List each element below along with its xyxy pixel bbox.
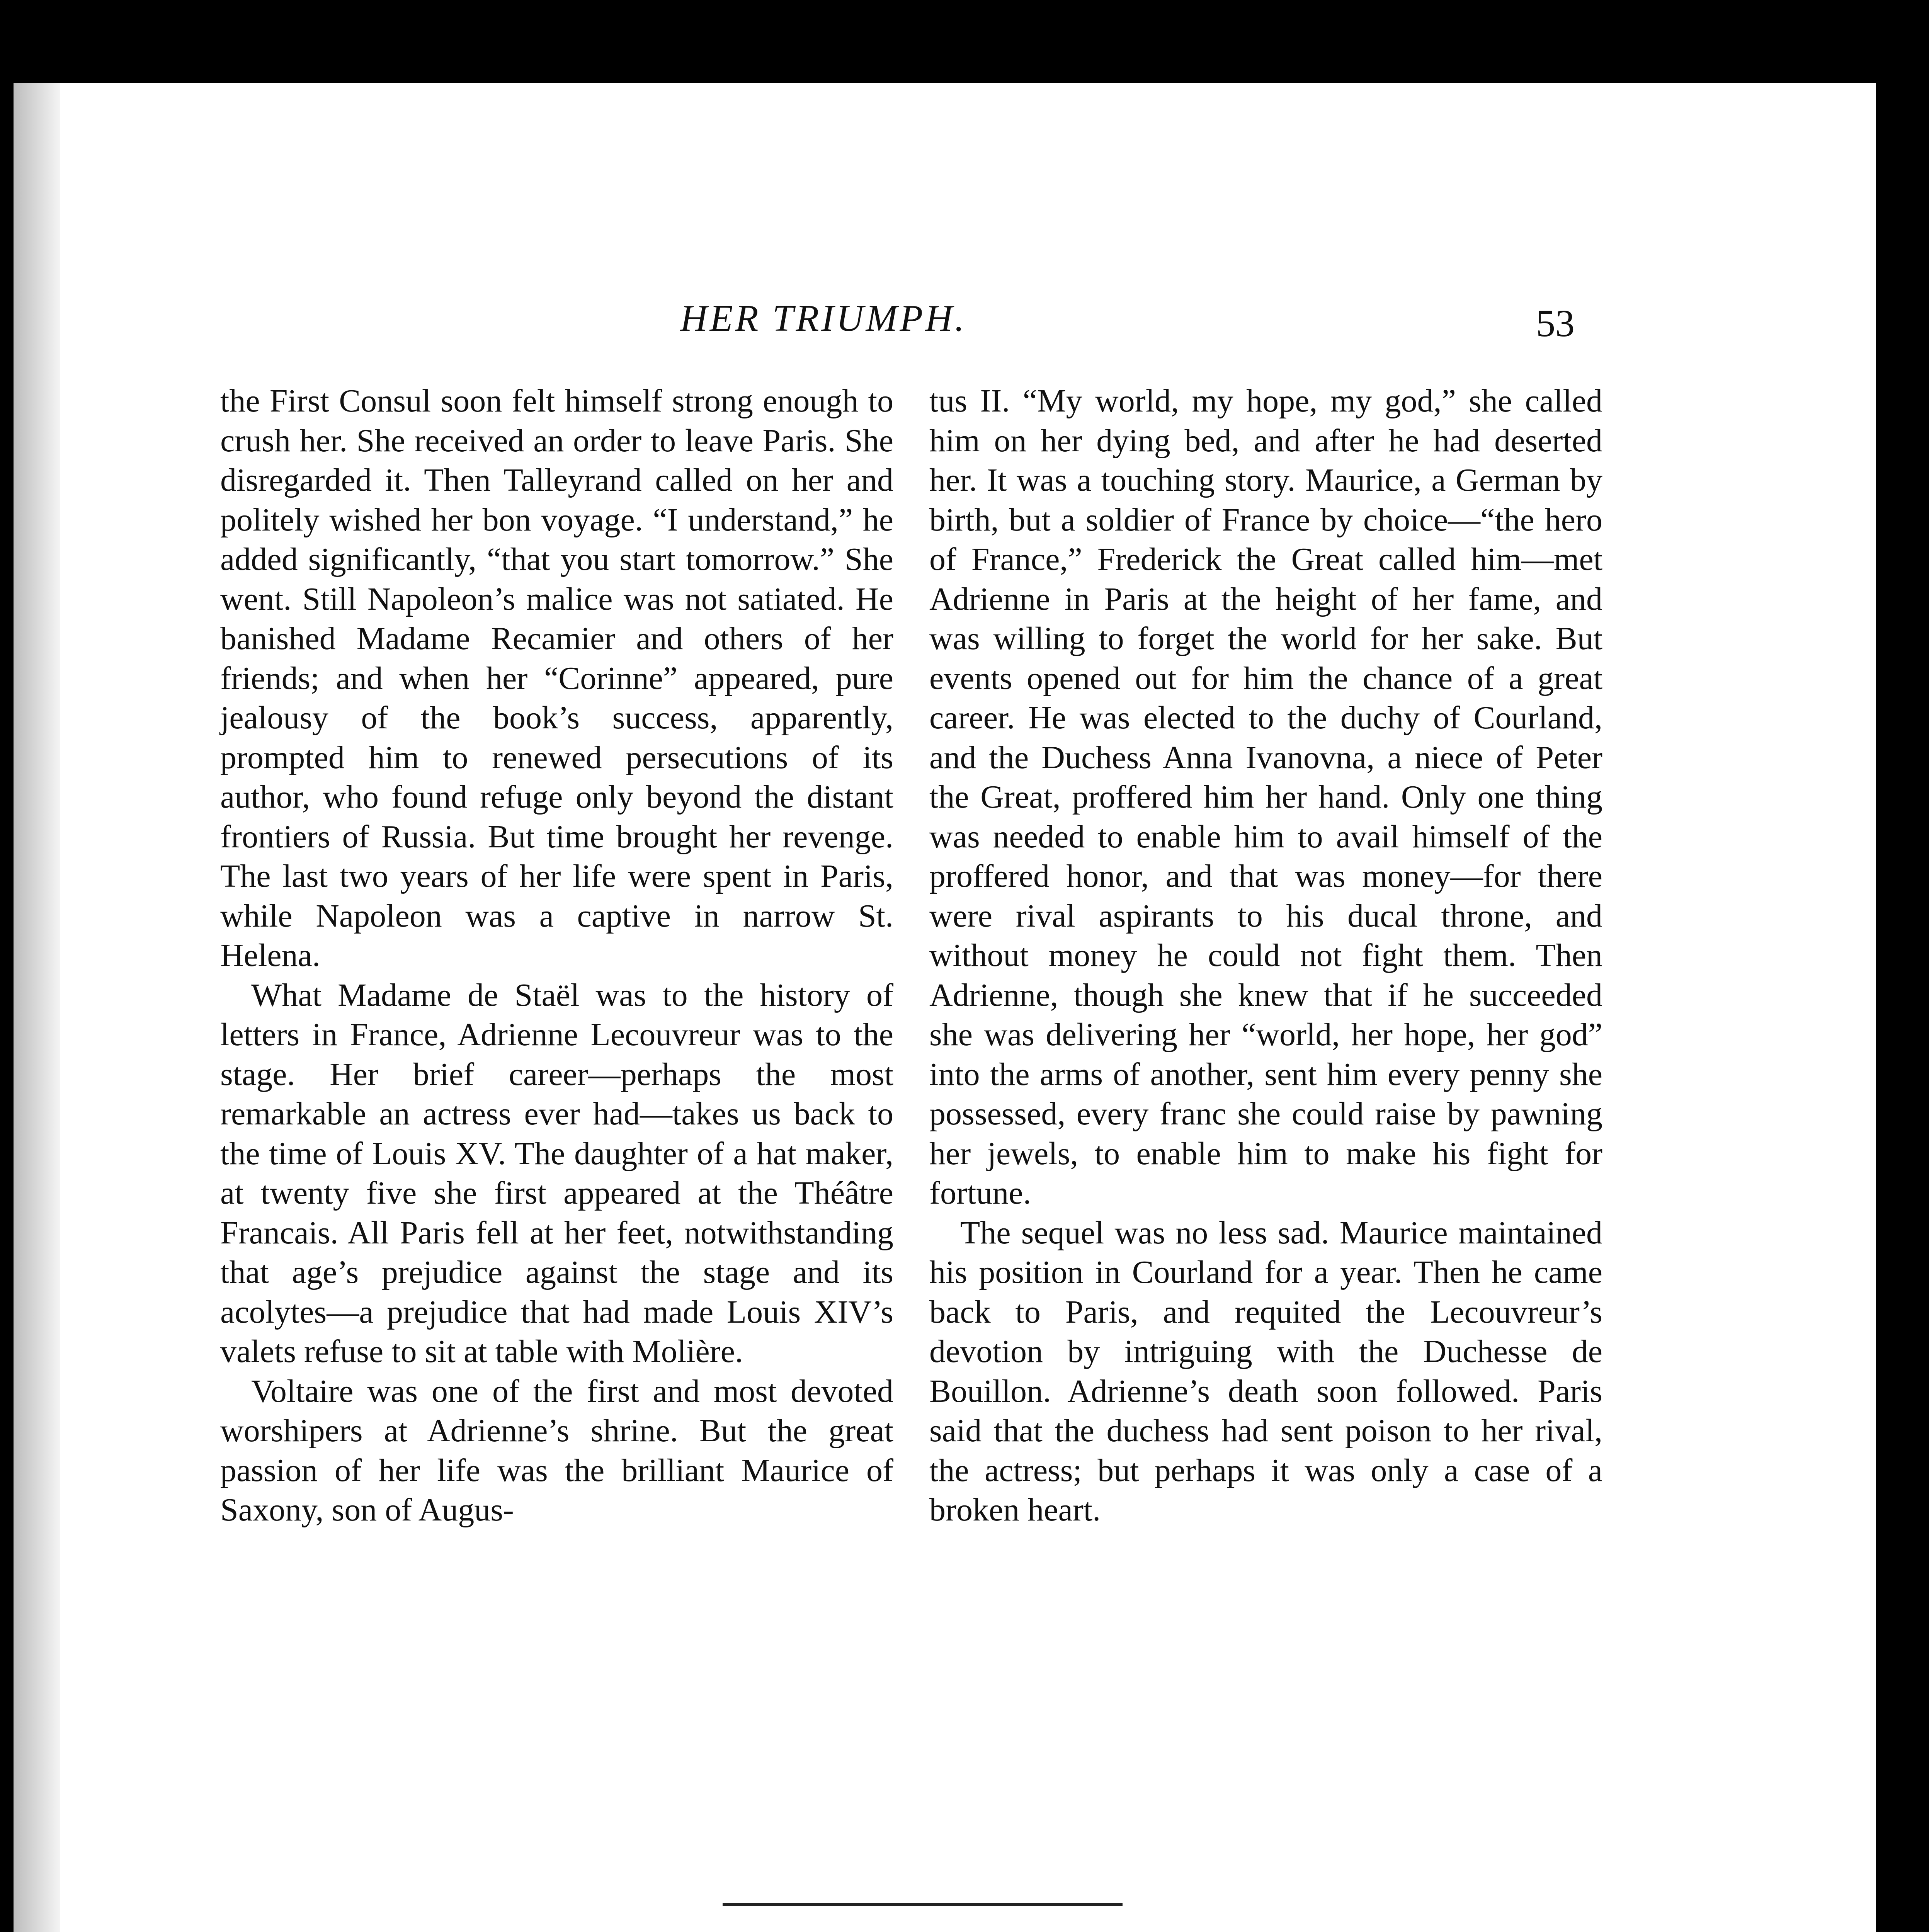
- running-title: HER TRIUMPH.: [680, 298, 967, 339]
- page-number: 53: [1536, 302, 1575, 345]
- paragraph: Voltaire was one of the first and most devoted worshipers at Adrienne’s shrine. But the great passion of her life was the brilliant Maurice of Saxony, son of Augus-: [220, 1373, 893, 1528]
- left-text-column: [220, 381, 893, 1530]
- paragraph: What Madame de Staël was to the history of letters in France, Adrienne Lecouvreur was to the stage. Her brief career—perhaps the most remarkable an actress ever had—takes us back to the time of Louis XV. The daughter of a hat maker, at twenty five she first appeared at the Théâtre Francais. All Paris fell at her feet, notwithstanding that age’s prejudice against the stage and its acolytes—a prejudice that had made Louis XIV’s valets refuse to sit at table with Molière.: [220, 977, 893, 1369]
- book-page: [14, 83, 1876, 1932]
- right-text-column: [929, 381, 1602, 1530]
- paragraph: tus II. “My world, my hope, my god,” she called him on her dying bed, and after he had deserted her. It was a touching story. Maurice, a German by birth, but a soldier of France by choice—“the hero of France,” Frederick the Great called him—met Adrienne in Paris at the height of her fame, and was willing to forget the world for her sake. But events opened out for him the chance of a great career. He was elected to the duchy of Courland, and the Duchess Anna Ivanovna, a niece of Peter the Great, proffered him her hand. Only one thing was needed to enable him to avail himself of the proffered honor, and that was money—for there were rival aspirants to his ducal throne, and without money he could not fight them. Then Adrienne, though she knew that if he succeeded she was delivering her “world, her hope, her god” into the arms of another, sent him every penny she possessed, every franc she could raise by pawning her jewels, to enable him to make his fight for fortune.: [929, 383, 1602, 1211]
- paragraph: the First Consul soon felt himself strong enough to crush her. She received an order to leave Paris. She disregarded it. Then Talleyrand called on her and politely wished her bon voyage. “I understand,” he added significantly, “that you start tomorrow.” She went. Still Napoleon’s malice was not satiated. He banished Madame Recamier and others of her friends; and when her “Corinne” appeared, pure jealousy of the book’s success, apparently, prompted him to renewed persecutions of its author, who found refuge only beyond the distant frontiers of Russia. But time brought her revenge. The last two years of her life were spent in Paris, while Napoleon was a captive in narrow St. Helena.: [220, 383, 893, 973]
- section-divider: [723, 1903, 1123, 1906]
- page-gutter-edge: [14, 83, 60, 1932]
- paragraph: The sequel was no less sad. Maurice maintained his position in Courland for a year. Then he came back to Paris, and requited the Lecouvreur’s devotion by intriguing with the Duchesse de Bouillon. Adrienne’s death soon followed. Paris said that the duchess had sent poison to her rival, the actress; but perhaps it was only a case of a broken heart.: [929, 1214, 1602, 1528]
